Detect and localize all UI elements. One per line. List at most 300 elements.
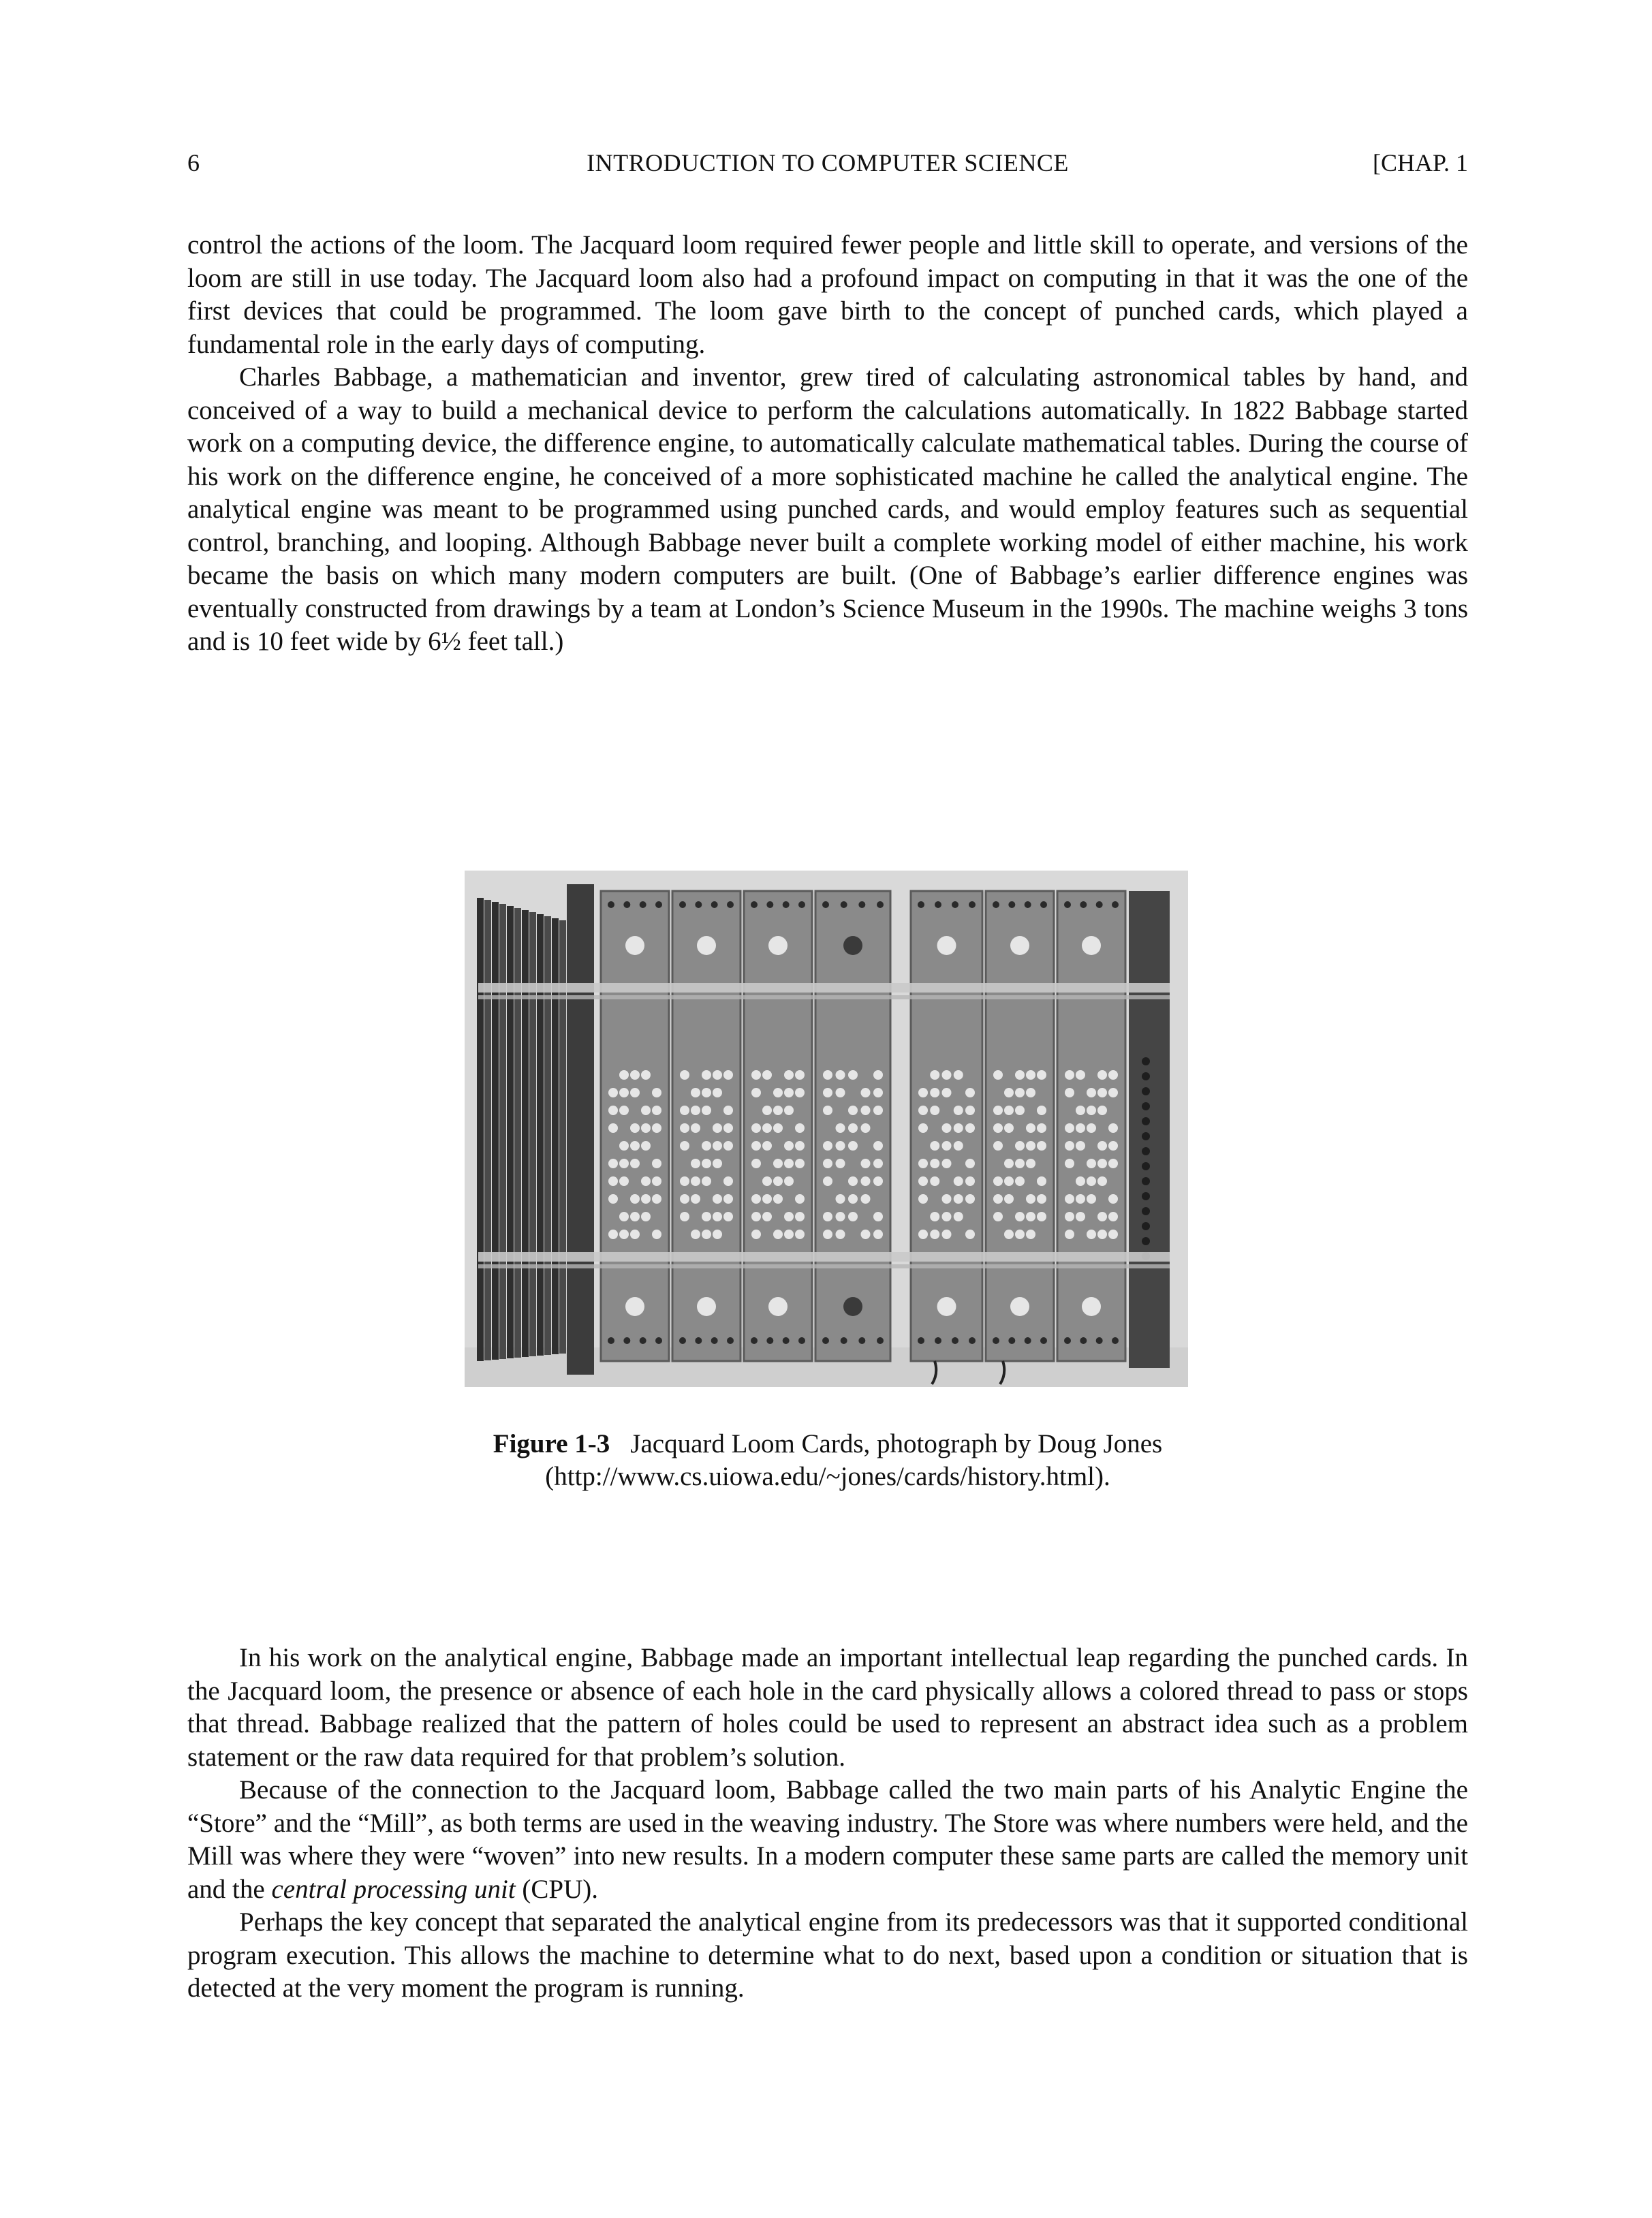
pattern-hole	[1142, 1237, 1150, 1245]
pattern-hole	[954, 1141, 963, 1151]
pattern-hole	[873, 1070, 883, 1080]
pattern-hole	[619, 1106, 629, 1115]
binding-hole	[918, 901, 924, 908]
pattern-hole	[1142, 1117, 1150, 1125]
pattern-hole	[691, 1106, 700, 1115]
card-hole	[937, 1297, 956, 1316]
lacing-thread	[478, 1252, 1170, 1262]
pattern-hole	[619, 1141, 629, 1151]
pattern-hole	[691, 1123, 700, 1133]
pattern-hole	[1004, 1176, 1014, 1186]
pattern-hole	[641, 1176, 651, 1186]
pattern-hole	[873, 1159, 883, 1168]
pattern-hole	[1004, 1194, 1014, 1204]
stacked-card-edge	[484, 900, 491, 1360]
pattern-hole	[1037, 1141, 1046, 1151]
pattern-hole	[1015, 1106, 1025, 1115]
pattern-hole	[1087, 1106, 1096, 1115]
pattern-hole	[930, 1212, 939, 1221]
paragraph: Charles Babbage, a mathematician and inventor, grew tired of calculating astronomical tables by hand, and conceived of a way to build a mechanical device to perform the calculations automatically. In 1822 Babbage started work on a computing device, the difference engine, to automatically calculate mathematical tables. During the course of his work on the difference engine, he conceived of a more sophisticated machine he called the analytical engine. The analytical engine was meant to be programmed using punched cards, and would employ features such as sequential control, branching, and looping. Although Babbage never built a complete working model of either machine, his work became the basis on which many modern computers are built. (One of Babbage’s earlier difference engines was eventually constructed from drawings by a team at London’s Science Museum in the 1990s. The machine weighs 3 tons and is 10 feet wide by 6½ feet tall.)	[187, 362, 1468, 656]
pattern-hole	[1142, 1147, 1150, 1155]
binding-hole	[640, 1337, 646, 1344]
pattern-hole	[1108, 1212, 1118, 1221]
pattern-hole	[942, 1141, 952, 1151]
pattern-hole	[993, 1123, 1003, 1133]
pattern-hole	[1026, 1212, 1035, 1221]
pattern-hole	[702, 1212, 711, 1221]
pattern-hole	[630, 1159, 640, 1168]
binding-hole	[1112, 901, 1119, 908]
pattern-hole	[1004, 1230, 1014, 1239]
pattern-hole	[873, 1106, 883, 1115]
pattern-hole	[942, 1212, 952, 1221]
binding-hole	[655, 901, 662, 908]
pattern-hole	[1015, 1176, 1025, 1186]
pattern-hole	[691, 1159, 700, 1168]
pattern-hole	[873, 1088, 883, 1097]
binding-hole	[711, 901, 718, 908]
pattern-hole	[630, 1230, 640, 1239]
jacquard-loom-cards-photo	[465, 871, 1188, 1387]
pattern-hole	[930, 1070, 939, 1080]
pattern-hole	[1004, 1088, 1014, 1097]
pattern-hole	[773, 1106, 783, 1115]
pattern-hole	[1108, 1230, 1118, 1239]
right-end-card	[1129, 891, 1170, 1368]
binding-hole	[679, 1337, 686, 1344]
pattern-hole	[652, 1194, 661, 1204]
pattern-hole	[619, 1212, 629, 1221]
pattern-hole	[1108, 1088, 1118, 1097]
lacing-thread	[478, 983, 1170, 993]
pattern-hole	[713, 1070, 722, 1080]
pattern-hole	[652, 1176, 661, 1186]
card-hole	[1010, 1297, 1029, 1316]
pattern-hole	[965, 1106, 975, 1115]
paragraph: control the actions of the loom. The Jacquard loom required fewer people and little skill to operate, and versions of the loom are still in use today. The Jacquard loom also had a profound impact on computing in that it was the one of the first devices that could be programmed. The loom gave birth to the concept of punched cards, which played a fundamental role in the early days of computing.	[187, 230, 1468, 359]
stacked-card-edge	[499, 904, 506, 1359]
pattern-hole	[873, 1176, 883, 1186]
pattern-hole	[608, 1159, 618, 1168]
pattern-hole	[823, 1159, 832, 1168]
binding-hole	[623, 901, 630, 908]
pattern-hole	[713, 1194, 722, 1204]
binding-hole	[640, 901, 646, 908]
card-hole	[768, 936, 788, 955]
pattern-hole	[965, 1230, 975, 1239]
pattern-hole	[1004, 1106, 1014, 1115]
pattern-hole	[942, 1194, 952, 1204]
stacked-card-edge	[514, 908, 521, 1358]
pattern-hole	[680, 1070, 689, 1080]
pattern-hole	[1065, 1230, 1074, 1239]
pattern-hole	[930, 1176, 939, 1186]
pattern-hole	[1087, 1230, 1096, 1239]
pattern-hole	[1097, 1088, 1107, 1097]
binding-hole	[1040, 1337, 1047, 1344]
chapter-label: [CHAP. 1	[1372, 149, 1468, 176]
left-end-card	[567, 884, 594, 1375]
pattern-hole	[680, 1123, 689, 1133]
binding-hole	[727, 901, 734, 908]
pattern-hole	[836, 1070, 845, 1080]
stacked-card-edge	[537, 914, 544, 1356]
binding-hole	[858, 901, 865, 908]
binding-hole	[841, 1337, 847, 1344]
pattern-hole	[1097, 1176, 1107, 1186]
pattern-hole	[1076, 1070, 1085, 1080]
binding-hole	[1008, 1337, 1015, 1344]
pattern-hole	[652, 1088, 661, 1097]
pattern-hole	[630, 1123, 640, 1133]
pattern-hole	[773, 1159, 783, 1168]
pattern-hole	[918, 1123, 928, 1133]
pattern-hole	[965, 1159, 975, 1168]
binding-hole	[608, 901, 614, 908]
pattern-hole	[954, 1106, 963, 1115]
pattern-hole	[1142, 1222, 1150, 1230]
pattern-hole	[942, 1070, 952, 1080]
pattern-hole	[751, 1212, 761, 1221]
binding-hole	[918, 1337, 924, 1344]
stacked-card-edge	[492, 902, 499, 1360]
pattern-hole	[873, 1230, 883, 1239]
pattern-hole	[918, 1106, 928, 1115]
binding-hole	[877, 901, 884, 908]
pattern-hole	[861, 1176, 871, 1186]
pattern-hole	[1142, 1177, 1150, 1185]
running-head	[187, 146, 1468, 180]
pattern-hole	[942, 1230, 952, 1239]
pattern-hole	[773, 1194, 783, 1204]
card-hole	[625, 936, 644, 955]
pattern-hole	[751, 1070, 761, 1080]
pattern-hole	[762, 1141, 772, 1151]
pattern-hole	[1015, 1070, 1025, 1080]
pattern-hole	[993, 1194, 1003, 1204]
pattern-hole	[773, 1230, 783, 1239]
figure-caption-line2: (http://www.cs.uiowa.edu/~jones/cards/history.html).	[545, 1462, 1110, 1491]
pattern-hole	[1108, 1159, 1118, 1168]
pattern-hole	[608, 1194, 618, 1204]
pattern-hole	[1026, 1194, 1035, 1204]
pattern-hole	[762, 1123, 772, 1133]
pattern-hole	[993, 1176, 1003, 1186]
card-hole	[1082, 1297, 1101, 1316]
figure-caption	[187, 1428, 1468, 1493]
pattern-hole	[1076, 1194, 1085, 1204]
pattern-hole	[630, 1088, 640, 1097]
binding-hole	[655, 1337, 662, 1344]
top-text-block	[187, 229, 1468, 659]
pattern-hole	[1108, 1123, 1118, 1133]
pattern-hole	[1015, 1159, 1025, 1168]
pattern-hole	[836, 1141, 845, 1151]
binding-hole	[935, 901, 941, 908]
binding-hole	[751, 1337, 758, 1344]
pattern-hole	[795, 1159, 805, 1168]
pattern-hole	[1065, 1070, 1074, 1080]
pattern-hole	[1026, 1141, 1035, 1151]
pattern-hole	[762, 1176, 772, 1186]
pattern-hole	[930, 1141, 939, 1151]
pattern-hole	[680, 1106, 689, 1115]
pattern-hole	[930, 1230, 939, 1239]
binding-hole	[993, 901, 999, 908]
pattern-hole	[1015, 1230, 1025, 1239]
pattern-hole	[773, 1176, 783, 1186]
paragraph: Perhaps the key concept that separated the analytical engine from its predecessors was that it supported conditional program execution. This allows the machine to determine what to do next, based upon a condition or situation that is detected at the very moment the program is running.	[187, 1907, 1468, 2003]
binding-hole	[766, 1337, 773, 1344]
pattern-hole	[1065, 1123, 1074, 1133]
pattern-hole	[773, 1123, 783, 1133]
binding-hole	[1096, 1337, 1103, 1344]
pattern-hole	[861, 1123, 871, 1133]
binding-hole	[766, 901, 773, 908]
stacked-card-edge	[544, 916, 551, 1355]
pattern-hole	[1076, 1106, 1085, 1115]
pattern-hole	[861, 1088, 871, 1097]
pattern-hole	[848, 1141, 858, 1151]
pattern-hole	[784, 1070, 794, 1080]
binding-hole	[1040, 901, 1047, 908]
binding-hole	[841, 901, 847, 908]
pattern-hole	[702, 1159, 711, 1168]
pattern-hole	[1097, 1159, 1107, 1168]
pattern-hole	[1037, 1070, 1046, 1080]
pattern-hole	[702, 1088, 711, 1097]
binding-hole	[1008, 901, 1015, 908]
book-title: INTRODUCTION TO COMPUTER SCIENCE	[587, 149, 1069, 176]
pattern-hole	[691, 1088, 700, 1097]
pattern-hole	[1065, 1141, 1074, 1151]
pattern-hole	[762, 1106, 772, 1115]
pattern-hole	[1087, 1176, 1096, 1186]
pattern-hole	[751, 1141, 761, 1151]
binding-hole	[1112, 1337, 1119, 1344]
pattern-hole	[795, 1212, 805, 1221]
pattern-hole	[713, 1212, 722, 1221]
pattern-hole	[1076, 1141, 1085, 1151]
pattern-hole	[1065, 1088, 1074, 1097]
pattern-hole	[795, 1194, 805, 1204]
pattern-hole	[1065, 1159, 1074, 1168]
pattern-hole	[795, 1141, 805, 1151]
pattern-hole	[861, 1194, 871, 1204]
binding-hole	[751, 901, 758, 908]
pattern-hole	[762, 1212, 772, 1221]
pattern-hole	[691, 1176, 700, 1186]
pattern-hole	[1087, 1123, 1096, 1133]
pattern-hole	[1065, 1194, 1074, 1204]
pattern-hole	[930, 1106, 939, 1115]
binding-hole	[798, 1337, 805, 1344]
binding-hole	[822, 1337, 829, 1344]
card-hole	[1082, 936, 1101, 955]
pattern-hole	[702, 1230, 711, 1239]
binding-hole	[623, 1337, 630, 1344]
stacked-card-edge	[522, 910, 529, 1357]
pattern-hole	[630, 1212, 640, 1221]
binding-hole	[858, 1337, 865, 1344]
pattern-hole	[836, 1212, 845, 1221]
pattern-hole	[918, 1194, 928, 1204]
pattern-hole	[873, 1141, 883, 1151]
stacked-card-edge	[507, 906, 514, 1358]
binding-hole	[877, 1337, 884, 1344]
pattern-hole	[784, 1159, 794, 1168]
figure-jacquard-cards	[465, 871, 1188, 1387]
pattern-hole	[723, 1141, 733, 1151]
pattern-hole	[723, 1106, 733, 1115]
pattern-hole	[784, 1212, 794, 1221]
pattern-hole	[954, 1212, 963, 1221]
card-hole	[625, 1297, 644, 1316]
lacing-thread	[478, 1264, 1170, 1268]
pattern-hole	[751, 1123, 761, 1133]
binding-hole	[727, 1337, 734, 1344]
pattern-hole	[993, 1212, 1003, 1221]
pattern-hole	[1065, 1212, 1074, 1221]
pattern-hole	[836, 1230, 845, 1239]
card-hole	[937, 936, 956, 955]
pattern-hole	[848, 1194, 858, 1204]
pattern-hole	[823, 1088, 832, 1097]
pattern-hole	[1097, 1141, 1107, 1151]
pattern-hole	[848, 1212, 858, 1221]
binding-hole	[783, 901, 790, 908]
binding-hole	[783, 1337, 790, 1344]
pattern-hole	[1097, 1230, 1107, 1239]
pattern-hole	[823, 1212, 832, 1221]
pattern-hole	[965, 1194, 975, 1204]
pattern-hole	[823, 1230, 832, 1239]
pattern-hole	[630, 1141, 640, 1151]
pattern-hole	[836, 1159, 845, 1168]
binding-hole	[1025, 901, 1031, 908]
binding-hole	[1025, 1337, 1031, 1344]
pattern-hole	[965, 1088, 975, 1097]
pattern-hole	[848, 1176, 858, 1186]
binding-hole	[935, 1337, 941, 1344]
stacked-card-edge	[529, 912, 536, 1356]
pattern-hole	[619, 1070, 629, 1080]
figure-label: Figure 1-3	[493, 1429, 610, 1458]
pattern-hole	[641, 1106, 651, 1115]
pattern-hole	[1142, 1087, 1150, 1095]
pattern-hole	[723, 1194, 733, 1204]
pattern-hole	[1097, 1212, 1107, 1221]
pattern-hole	[784, 1230, 794, 1239]
pattern-hole	[691, 1230, 700, 1239]
page-number: 6	[187, 149, 200, 176]
pattern-hole	[630, 1194, 640, 1204]
pattern-hole	[652, 1230, 661, 1239]
pattern-hole	[641, 1123, 651, 1133]
binding-hole	[711, 1337, 718, 1344]
pattern-hole	[795, 1088, 805, 1097]
pattern-hole	[751, 1159, 761, 1168]
pattern-hole	[630, 1070, 640, 1080]
binding-hole	[695, 901, 702, 908]
binding-hole	[952, 1337, 959, 1344]
emphasis-cpu: central processing unit	[271, 1874, 516, 1904]
binding-hole	[1080, 901, 1087, 908]
paragraph-text-end: (CPU).	[515, 1874, 598, 1904]
pattern-hole	[619, 1230, 629, 1239]
pattern-hole	[795, 1070, 805, 1080]
pattern-hole	[702, 1141, 711, 1151]
pattern-hole	[652, 1159, 661, 1168]
binding-hole	[695, 1337, 702, 1344]
pattern-hole	[1142, 1162, 1150, 1170]
pattern-hole	[1076, 1176, 1085, 1186]
pattern-hole	[1097, 1070, 1107, 1080]
pattern-hole	[1004, 1123, 1014, 1133]
pattern-hole	[784, 1141, 794, 1151]
pattern-hole	[723, 1070, 733, 1080]
pattern-hole	[1087, 1088, 1096, 1097]
pattern-hole	[608, 1123, 618, 1133]
pattern-hole	[1087, 1194, 1096, 1204]
pattern-hole	[942, 1088, 952, 1097]
pattern-hole	[1076, 1212, 1085, 1221]
pattern-hole	[1142, 1057, 1150, 1065]
pattern-hole	[641, 1141, 651, 1151]
card-hole	[768, 1297, 788, 1316]
pattern-hole	[1026, 1159, 1035, 1168]
pattern-hole	[723, 1123, 733, 1133]
pattern-hole	[965, 1123, 975, 1133]
pattern-hole	[942, 1159, 952, 1168]
pattern-hole	[1108, 1070, 1118, 1080]
pattern-hole	[1076, 1123, 1085, 1133]
pattern-hole	[608, 1088, 618, 1097]
pattern-hole	[1026, 1070, 1035, 1080]
pattern-hole	[1026, 1123, 1035, 1133]
pattern-hole	[1015, 1141, 1025, 1151]
pattern-hole	[608, 1176, 618, 1186]
card-hole	[1010, 936, 1029, 955]
pattern-hole	[723, 1176, 733, 1186]
pattern-hole	[823, 1176, 832, 1186]
pattern-hole	[823, 1106, 832, 1115]
pattern-hole	[680, 1176, 689, 1186]
pattern-hole	[773, 1088, 783, 1097]
binding-hole	[1064, 901, 1071, 908]
pattern-hole	[848, 1070, 858, 1080]
pattern-hole	[1087, 1159, 1096, 1168]
pattern-hole	[861, 1106, 871, 1115]
pattern-hole	[993, 1141, 1003, 1151]
paragraph	[187, 1774, 1468, 1906]
pattern-hole	[713, 1088, 722, 1097]
pattern-hole	[918, 1230, 928, 1239]
pattern-hole	[918, 1088, 928, 1097]
pattern-hole	[1142, 1192, 1150, 1200]
pattern-hole	[723, 1212, 733, 1221]
pattern-hole	[1097, 1106, 1107, 1115]
pattern-hole	[619, 1159, 629, 1168]
pattern-hole	[702, 1176, 711, 1186]
pattern-hole	[1004, 1159, 1014, 1168]
pattern-hole	[795, 1123, 805, 1133]
pattern-hole	[762, 1194, 772, 1204]
pattern-hole	[619, 1176, 629, 1186]
pattern-hole	[713, 1141, 722, 1151]
pattern-hole	[641, 1194, 651, 1204]
pattern-hole	[1142, 1132, 1150, 1140]
